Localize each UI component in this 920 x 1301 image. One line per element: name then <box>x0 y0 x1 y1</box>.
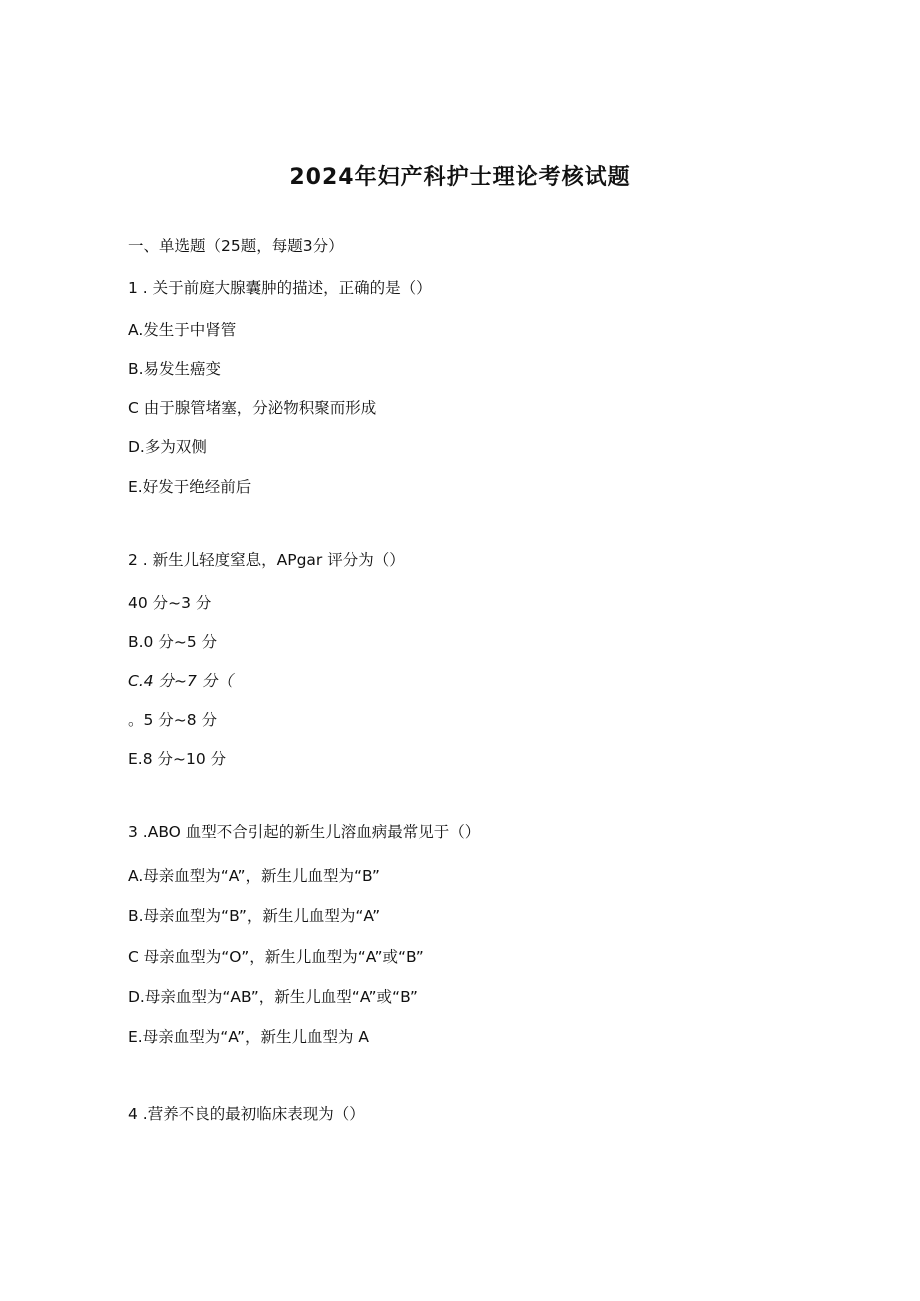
question-3-option-c: C 母亲血型为“O”，新生儿血型为“A”或“B” <box>128 948 424 966</box>
question-2-option-e: E.8 分~10 分 <box>128 750 227 768</box>
section-heading: 一、单选题（25题，每题3分） <box>128 237 344 255</box>
question-2-option-b: B.0 分~5 分 <box>128 633 218 651</box>
question-3-option-a: A.母亲血型为“A”，新生儿血型为“B” <box>128 867 380 885</box>
question-1-option-e: E.好发于绝经前后 <box>128 478 252 496</box>
question-2-option-a: 40 分~3 分 <box>128 594 212 612</box>
question-3-option-b: B.母亲血型为“B”，新生儿血型为“A” <box>128 907 381 925</box>
question-2-stem: 2 . 新生儿轻度窒息，APgar 评分为（） <box>128 551 405 569</box>
question-4-stem: 4 .营养不良的最初临床表现为（） <box>128 1105 365 1123</box>
question-1-option-d: D.多为双侧 <box>128 438 207 456</box>
question-1-option-c: C 由于腺管堵塞，分泌物积聚而形成 <box>128 399 377 417</box>
question-1-option-a: A.发生于中肾管 <box>128 321 237 339</box>
question-3-option-e: E.母亲血型为“A”，新生儿血型为 A <box>128 1028 370 1046</box>
document-title: 2024年妇产科护士理论考核试题 <box>289 165 631 190</box>
question-3-option-d: D.母亲血型为“AB”，新生儿血型“A”或“B” <box>128 988 418 1006</box>
question-1-stem: 1 . 关于前庭大腺囊肿的描述，正确的是（） <box>128 279 432 297</box>
question-2-option-c: C.4 分~7 分（ <box>128 672 233 690</box>
question-2-option-d: 。5 分~8 分 <box>128 711 218 729</box>
question-1-option-b: B.易发生癌变 <box>128 360 222 378</box>
question-3-stem: 3 .ABO 血型不合引起的新生儿溶血病最常见于（） <box>128 823 481 841</box>
